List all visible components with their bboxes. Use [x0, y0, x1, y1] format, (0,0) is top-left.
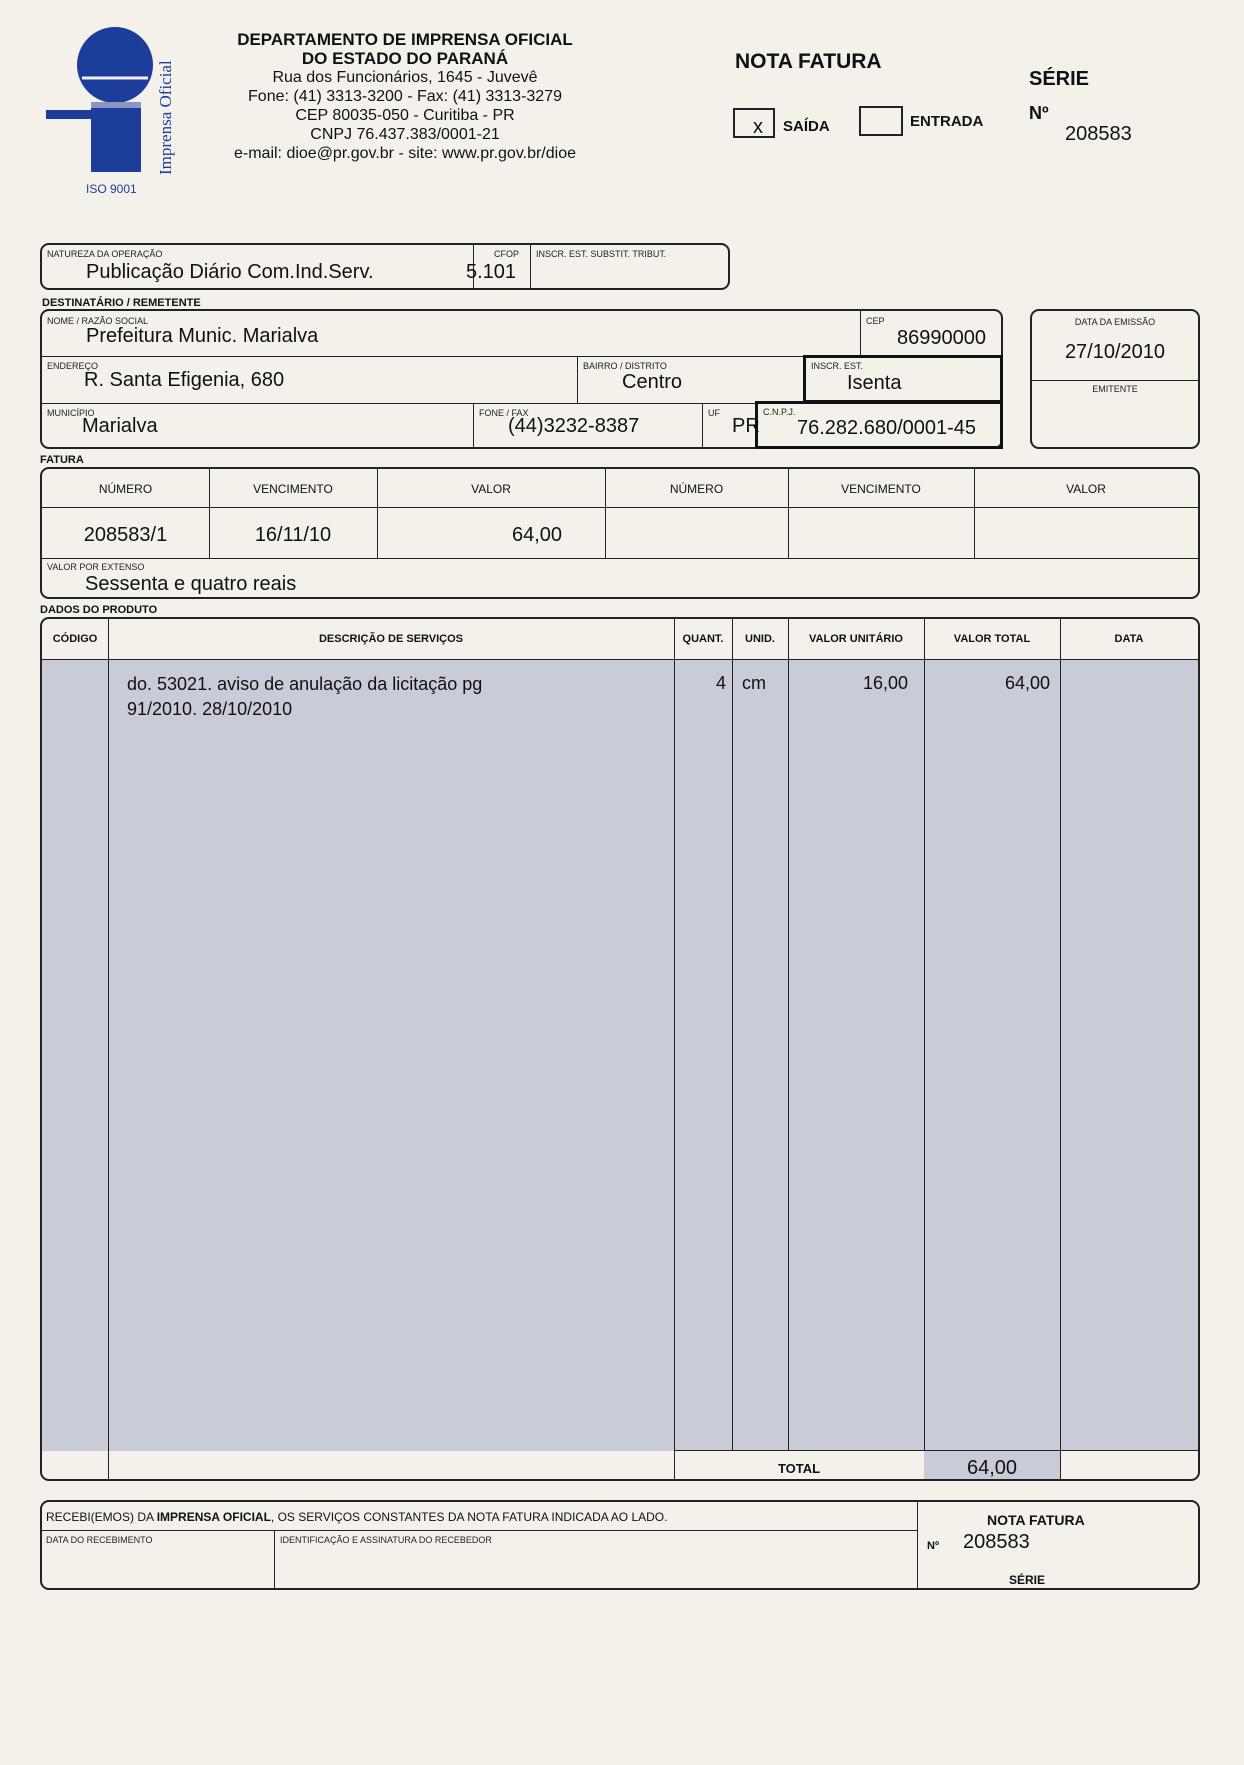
- receipt-sign-divider: [274, 1530, 275, 1588]
- total-value: 64,00: [966, 1457, 1018, 1479]
- issuer-cep: CEP 80035-050 - Curitiba - PR: [295, 107, 515, 124]
- doc-number-label: Nº: [1029, 103, 1049, 123]
- fone-value: (44)3232-8387: [508, 415, 640, 437]
- issuer-name-line2: DO ESTADO DO PARANÁ: [301, 49, 509, 68]
- emitente-label: EMITENTE: [1092, 384, 1138, 394]
- receipt-statement-bold: IMPRENSA OFICIAL: [156, 1510, 271, 1524]
- operation-box: [40, 243, 730, 290]
- inscr-subst-label: INSCR. EST. SUBSTIT. TRIBUT.: [536, 249, 667, 259]
- fatura-header-numero-2: NÚMERO: [669, 482, 724, 496]
- issuer-contact: e-mail: dioe@pr.gov.br - site: www.pr.gov.br/dioe: [233, 145, 576, 162]
- data-emissao-box: [1030, 309, 1200, 449]
- item-quant: 4: [715, 673, 726, 693]
- operation-divider-2: [530, 245, 531, 288]
- produto-col-unid-divider: [788, 619, 789, 1450]
- receipt-row-divider: [42, 1530, 917, 1531]
- receipt-title: NOTA FATURA: [987, 1512, 1085, 1528]
- produto-shaded-area: [42, 659, 1198, 1451]
- fatura-valor-value: 64,00: [512, 524, 563, 546]
- cnpj-label: C.N.P.J.: [763, 407, 796, 417]
- receipt-assinatura-label: IDENTIFICAÇÃO E ASSINATURA DO RECEBEDOR: [280, 1535, 492, 1545]
- produto-box: [40, 617, 1200, 1481]
- cfop-label: CFOP: [494, 249, 520, 259]
- extenso-label: VALOR POR EXTENSO: [47, 562, 145, 572]
- data-emissao-label: DATA DA EMISSÃO: [1074, 317, 1156, 327]
- col-header-quant: QUANT.: [682, 633, 724, 645]
- natureza-value: Publicação Diário Com.Ind.Serv.: [86, 261, 374, 283]
- fatura-header-vencimento-1: VENCIMENTO: [253, 482, 333, 496]
- receipt-statement: [46, 1510, 667, 1524]
- saida-check-mark: x: [753, 116, 763, 138]
- uf-divider: [702, 403, 703, 447]
- cep-value: 86990000: [897, 327, 986, 349]
- entrada-label: ENTRADA: [910, 113, 984, 130]
- fone-divider: [473, 403, 474, 447]
- natureza-label: NATUREZA DA OPERAÇÃO: [47, 249, 163, 259]
- produto-col-total-divider: [1060, 619, 1061, 1479]
- extenso-value: Sessenta e quatro reais: [85, 573, 297, 595]
- nome-value: Prefeitura Munic. Marialva: [86, 325, 319, 347]
- issuer-address: Rua dos Funcionários, 1645 - Juvevê: [272, 69, 538, 86]
- nome-label: NOME / RAZÃO SOCIAL: [47, 316, 149, 326]
- bairro-value: Centro: [622, 371, 683, 393]
- item-description-line1: do. 53021. aviso de anulação da licitação pg: [127, 674, 483, 694]
- receipt-statement-prefix: RECEBI(EMOS) DA: [46, 1510, 157, 1524]
- recipient-section-label: DESTINATÁRIO / REMETENTE: [42, 297, 201, 309]
- fatura-numero-value: 208583/1: [83, 524, 168, 546]
- col-header-unid: UNID.: [745, 633, 775, 645]
- data-emissao-value: 27/10/2010: [1064, 341, 1166, 363]
- receipt-data-label: DATA DO RECEBIMENTO: [46, 1535, 153, 1545]
- logo-iso-text: ISO 9001: [86, 182, 137, 196]
- inscr-est-box: [803, 355, 1003, 403]
- uf-value: PR: [732, 415, 760, 437]
- municipio-value: Marialva: [82, 415, 158, 437]
- fatura-extenso-divider: [42, 558, 1198, 559]
- emitente-divider: [1032, 380, 1198, 381]
- col-header-codigo: CÓDIGO: [52, 633, 98, 645]
- doc-number: 208583: [1065, 123, 1132, 145]
- cep-label: CEP: [866, 316, 885, 326]
- item-description-line2: 91/2010. 28/10/2010: [127, 699, 293, 719]
- issuer-phone: Fone: (41) 3313-3200 - Fax: (41) 3313-3279: [248, 88, 562, 105]
- receipt-number: 208583: [963, 1531, 1030, 1553]
- item-valor-unitario: 16,00: [862, 673, 908, 693]
- inscr-est-label: INSCR. EST.: [811, 361, 864, 371]
- fatura-header-valor-2: VALOR: [1066, 482, 1106, 496]
- receipt-statement-suffix: , OS SERVIÇOS CONSTANTES DA NOTA FATURA INDICADA AO LADO.: [270, 1510, 668, 1524]
- fatura-vencimento-value: 16/11/10: [254, 524, 332, 546]
- entrada-checkbox[interactable]: [859, 106, 903, 136]
- fatura-header-vencimento-2: VENCIMENTO: [841, 482, 921, 496]
- doc-title: NOTA FATURA: [735, 50, 882, 73]
- serie-label: SÉRIE: [1029, 68, 1090, 90]
- item-description: [127, 672, 482, 722]
- cnpj-box: [755, 401, 1003, 449]
- inscr-est-value: Isenta: [847, 372, 902, 394]
- fone-label: FONE / FAX: [479, 408, 529, 418]
- produto-col-quant-divider: [732, 619, 733, 1450]
- issuer-cnpj: CNPJ 76.437.383/0001-21: [310, 126, 500, 143]
- produto-section-label: DADOS DO PRODUTO: [40, 604, 158, 616]
- item-unid: cm: [742, 673, 766, 693]
- fatura-box: [40, 467, 1200, 599]
- produto-col-descricao-divider: [674, 619, 675, 1479]
- col-header-descricao: DESCRIÇÃO DE SERVIÇOS: [318, 633, 464, 645]
- receipt-number-label: Nº: [927, 1540, 939, 1552]
- fatura-header-numero-1: NÚMERO: [98, 482, 153, 496]
- receipt-serie-label: SÉRIE: [1009, 1573, 1046, 1587]
- cnpj-value: 76.282.680/0001-45: [797, 417, 977, 439]
- col-header-valor-unitario: VALOR UNITÁRIO: [809, 633, 903, 645]
- bairro-divider: [577, 356, 578, 403]
- saida-label: SAÍDA: [783, 118, 830, 135]
- fatura-section-label: FATURA: [40, 454, 84, 466]
- produto-col-codigo-divider: [108, 619, 109, 1479]
- col-header-data: DATA: [1114, 633, 1144, 645]
- col-header-valor-total: VALOR TOTAL: [953, 633, 1031, 645]
- fatura-header-divider: [42, 507, 1198, 508]
- produto-header-divider: [42, 659, 1198, 660]
- uf-label: UF: [708, 408, 720, 418]
- fatura-header-valor-1: VALOR: [471, 482, 511, 496]
- cfop-value: 5.101: [466, 261, 517, 283]
- item-valor-total: 64,00: [1004, 673, 1050, 693]
- produto-col-unitario-divider: [924, 619, 925, 1479]
- issuer-block: [200, 30, 610, 163]
- total-label: TOTAL: [777, 1461, 821, 1476]
- endereco-value: R. Santa Efigenia, 680: [84, 369, 285, 391]
- cep-divider: [860, 311, 861, 356]
- logo-vertical-text: Imprensa Oficial: [156, 60, 175, 175]
- bairro-label: BAIRRO / DISTRITO: [583, 361, 667, 371]
- municipio-label: MUNICÍPIO: [47, 408, 95, 418]
- issuer-name-line1: DEPARTAMENTO DE IMPRENSA OFICIAL: [237, 30, 573, 49]
- receipt-box: [40, 1500, 1200, 1590]
- receipt-main-divider: [917, 1502, 918, 1588]
- endereco-label: ENDEREÇO: [47, 361, 99, 371]
- saida-checkbox[interactable]: [733, 108, 775, 138]
